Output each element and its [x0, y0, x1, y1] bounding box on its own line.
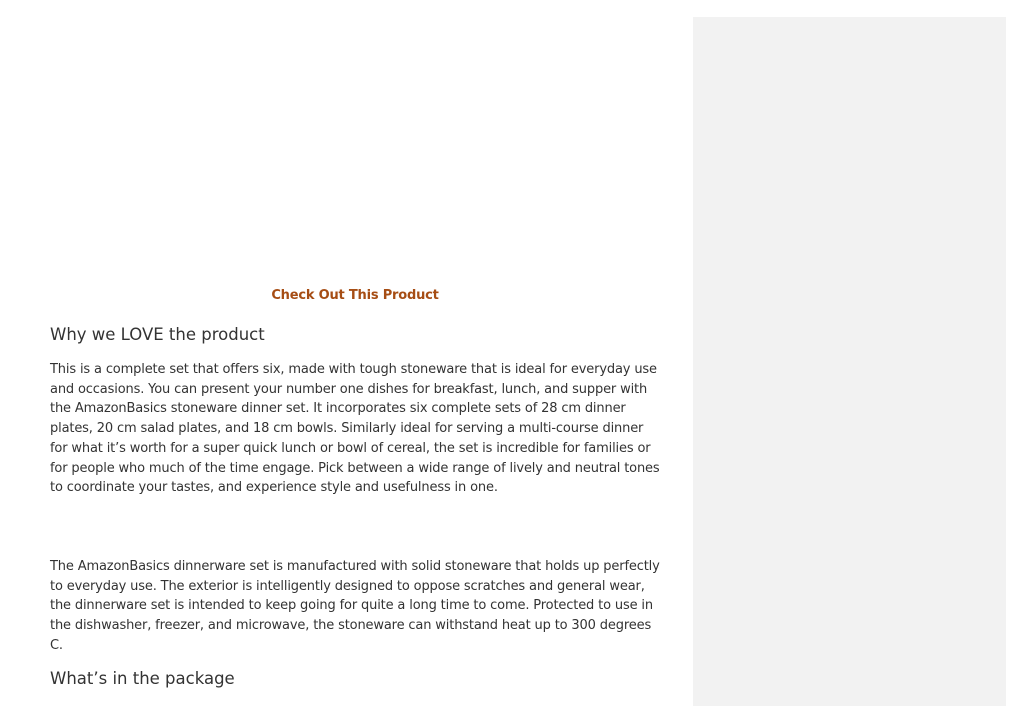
check-out-product-link[interactable]: Check Out This Product [271, 288, 439, 303]
product-description-paragraph: This is a complete set that offers six, made with tough stoneware that is ideal for everyday use and occasions. You can present your number one dishes for breakfast, lunch, and supper with the AmazonBasics stoneware dinner set. It incorporates six complete sets of 28 cm dinner plates, 20 cm salad plates, and 18 cm bowls. Similarly ideal for serving a multi-course dinner for what it’s worth for a super quick lunch or bowl of cereal, the set is incredible for families or for people who much of the time engage. Pick between a wide range of lively and neutral tones to coordinate your tastes, and experience style and usefulness in one. [50, 362, 660, 496]
cta-container [50, 284, 660, 324]
sidebar-ad-area [693, 17, 1006, 706]
content-spacer [50, 498, 660, 557]
section-heading-why-we-love: Why we LOVE the product [50, 325, 265, 344]
section-heading-package-contents: What’s in the package [50, 669, 235, 689]
product-media-area [50, 0, 660, 272]
product-durability-paragraph: The AmazonBasics dinnerware set is manufactured with solid stoneware that holds up perfectly to everyday use. The exterior is intelligently designed to oppose scratches and general wear, the dinnerware set is intended to keep going for quite a long time to come. Protected to use in the dishwasher, freezer, and microwave, the stoneware can withstand heat up to 300 degrees C. [50, 558, 660, 653]
article-content [50, 0, 660, 690]
